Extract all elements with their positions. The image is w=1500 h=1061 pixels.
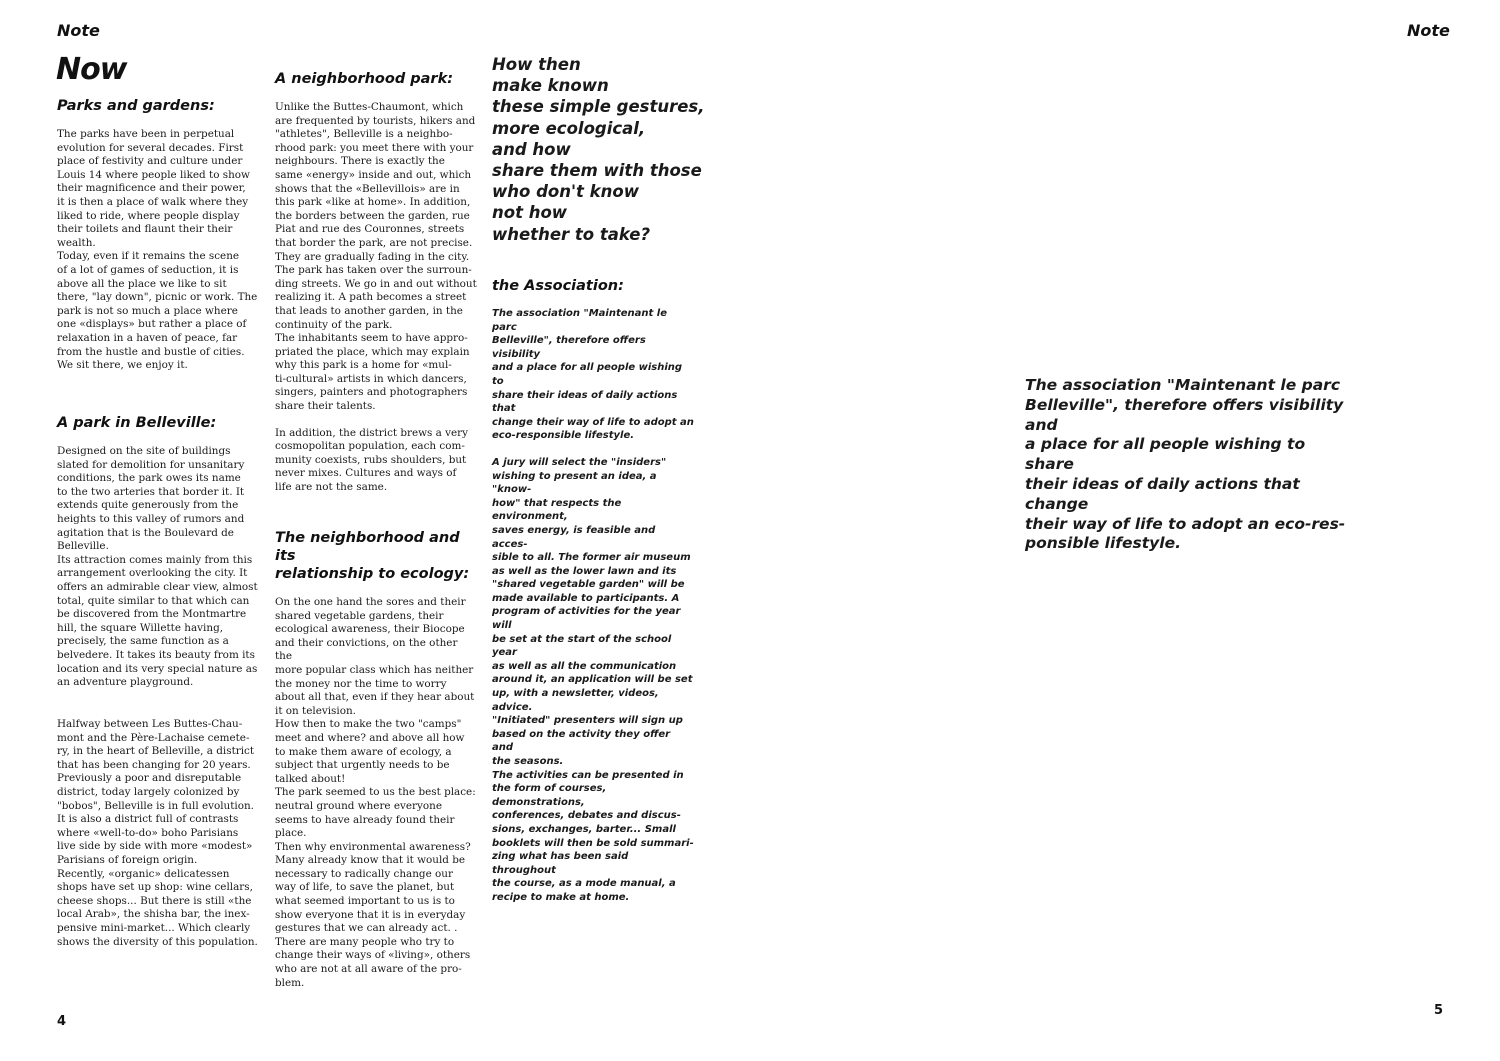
heading-association: the Association: bbox=[492, 278, 624, 294]
paragraph-parks-and-gardens: The parks have been in perpetual evolution for several decades. First place of festivity and culture under Louis 14 where people liked to show their magnificence and their power, it is then a place of walk where they liked to ride, where people display their toilets and flaunt their their wealth. Today, even if it remains the scene of a lot of games of seduction, it is above all the place we like to sit there, "lay down", picnic or work. The park is not so much a place where one «displays» but rather a place of relaxation in a haven of peace, far from the hustle and bustle of cities. We sit there, we enjoy it. bbox=[57, 128, 258, 372]
heading-neighborhood-park: A neighborhood park: bbox=[275, 71, 454, 87]
pull-quote-block bbox=[1025, 376, 1355, 554]
paragraph-district-population: In addition, the district brews a very cosmopolitan population, each com- munity coexists, rubs shoulders, but never mixes. Cultures and ways of life are not the same. bbox=[275, 426, 469, 494]
note-label-right: Note bbox=[1407, 21, 1450, 40]
column-1-section-3 bbox=[57, 718, 259, 949]
heading-park-in-belleville: A park in Belleville: bbox=[57, 415, 217, 431]
paragraph-halfway: Halfway between Les Buttes-Chau- mont and the Père-Lachaise cemete- ry, in the heart of Belleville, a district that has been changing for 20 years. Previously a poor and disreputable district, today largely colonized by "bobos", Belleville is in full evolution. It is also a district full of contrasts where «well-to-do» boho Parisians live side by side with more «modest» Parisians of foreign origin. Recently, «organic» delicatessen shops have set up shop: wine cellars, cheese shops... But there is still «the local Arab», the shisha bar, the inex- pensive mini-market... Which clearly shows the diversity of this population. bbox=[57, 718, 258, 948]
column-1 bbox=[57, 97, 259, 373]
heading-neighborhood-ecology: The neighborhood and its relationship to ecology: bbox=[275, 530, 470, 582]
column-3-association bbox=[492, 277, 694, 905]
pull-quote: The association "Maintenant le parc Belleville", therefore offers visibility and a place for all people wishing to share their ideas of daily actions that change their way of life to adopt an eco-res- ponsible lifestyle. bbox=[1025, 376, 1346, 553]
column-3-question bbox=[492, 54, 707, 245]
heading-parks-and-gardens: Parks and gardens: bbox=[57, 98, 215, 114]
paragraph-association-intro: The association "Maintenant le parc Belleville", therefore offers visibility and a place for all people wishing to share their ideas of daily actions that change their way of life to adopt an eco-responsible lifestyle. bbox=[492, 308, 694, 442]
paragraph-neighborhood-park: Unlike the Buttes-Chaumont, which are frequented by tourists, hikers and "athletes", Belleville is a neighbo- rhood park: you meet there with your neighbours. There is exactly the same «energy» inside and out, which shows that the «Bellevillois» are in this park «like at home». In addition, the borders between the garden, rue Piat and rue des Couronnes, streets that border the park, are not precise. They are gradually fading in the city. The park has taken over the surroun- ding streets. We go in and out without realizing it. A path becomes a street that leads to another garden, in the continuity of the park. The inhabitants seem to have appro- priated the place, which may explain why this park is a home for «mul- ti-cultural» artists in which dancers, singers, painters and photographers share their talents. bbox=[275, 101, 477, 413]
page-number-left: 4 bbox=[57, 1014, 67, 1029]
column-1-section-2 bbox=[57, 414, 259, 690]
question-text: How then make known these simple gestures, more ecological, and how share them with those who don't know not how whether to take? bbox=[492, 55, 705, 244]
paragraph-park-in-belleville: Designed on the site of buildings slated for demolition for unsanitary conditions, the park owes its name to the two arteries that border it. It extends quite generously from the heights to this valley of rumors and agitation that is the Boulevard de Belleville. Its attraction comes mainly from this arrangement overlooking the city. It offers an admirable clear view, almost total, quite similar to that which can be discovered from the Montmartre hill, the square Willette having, precisely, the same function as a belvedere. It takes its beauty from its location and its very special nature as an adventure playground. bbox=[57, 445, 258, 689]
note-label-left: Note bbox=[57, 21, 100, 40]
column-2 bbox=[275, 70, 477, 495]
paragraph-neighborhood-ecology: On the one hand the sores and their shared vegetable gardens, their ecological awareness, their Biocope and their convictions, on the other the more popular class which has neither the money nor the time to worry about all that, even if they hear about it on television. How then to make the two "camps" meet and where? and above all how to make them aware of ecology, a subject that urgently needs to be talked about! The park seemed to us the best place: neutral ground where everyone seems to have already found their place. Then why environmental awareness? Many already know that it would be necessary to radically change our way of life, to save the planet, but what seemed important to us is to show everyone that it is in everyday gestures that we can already act. . There are many people who try to change their ways of «living», others who are not at all aware of the pro- blem. bbox=[275, 596, 476, 989]
paragraph-association-jury: A jury will select the "insiders" wishing to present an idea, a "know- how" that respects the environment, saves energy, is feasible and acces- sible to all. The former air museum as well as the lower lawn and its "shared vegetable garden" will be made available to participants. A program of activities for the year will be set at the start of the school year as well as all the communication around it, an application will be set up, with a newsletter, videos, advice. "Initiated" presenters will sign up based on the activity they offer and the seasons. The activities can be presented in the form of courses, demonstrations, conferences, debates and discus- sions, exchanges, barter... Small booklets will then be sold summari- zing what has been said throughout the course, as a mode manual, a recipe to make at home. bbox=[492, 456, 694, 903]
column-2-section-2 bbox=[275, 529, 477, 990]
page-number-right: 5 bbox=[1434, 1003, 1444, 1018]
page-title: Now bbox=[56, 52, 127, 87]
